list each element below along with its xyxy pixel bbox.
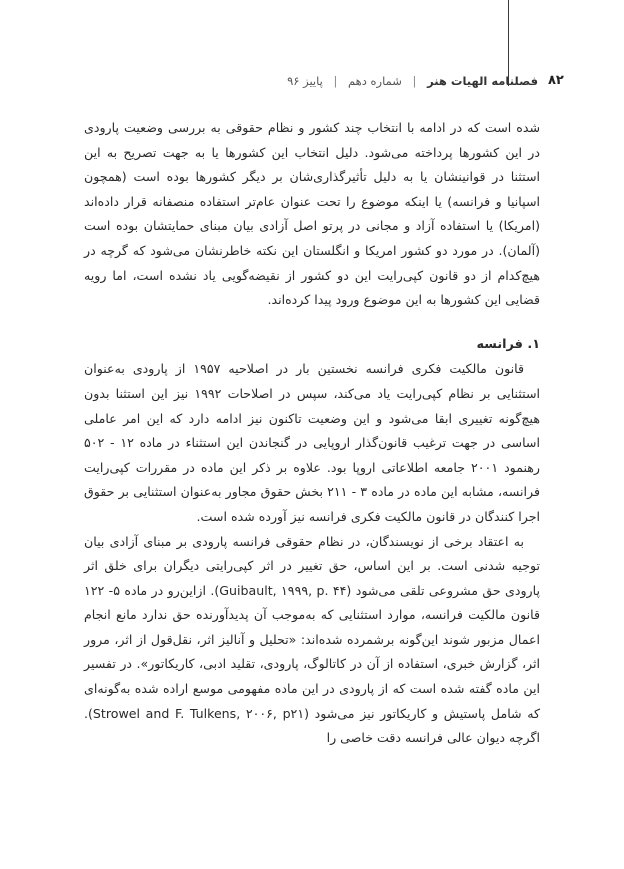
body-paragraph: شده است که در ادامه با انتخاب چند کشور و نظام حقوقی به بررسی وضعیت پارودی در این کشورها پرداخته می‌شود. دلیل انتخاب این کشورها یا به جهت تصریح به این استثنا در قوانینشان یا به دلیل تأثیرگذاری‌شان بر دیگر کشورها بوده است (همچون اسپانیا و فرانسه) یا اینکه موضوع را تحت عنوان عام‌تر استفاده منصفانه قرار داده‌اند (امریکا) یا استفاده آزاد و مجانی در پرتو اصل آزادی بیان مبنای حمایتشان بوده است (آلمان). در مورد دو کشور امریکا و انگلستان این نکته خاطرنشان می‌شود که گرچه در هیچ‌کدام از دو قانون کپی‌رایت این دو کشور از نقیضه‌گویی یاد نشده است، اما رویه قضایی این کشورها به این موضوع ورود پیدا کرده‌اند.: [84, 120, 540, 308]
season-label: پاییز ۹۶: [287, 74, 323, 88]
section-heading: ۱. فرانسه: [476, 336, 540, 352]
journal-name: فصلنامه الهیات هنر: [427, 74, 538, 88]
issue-label: شماره دهم: [348, 74, 402, 88]
page-number: ۸۲: [548, 73, 564, 88]
body-paragraph: به اعتقاد برخی از نویسندگان، در نظام حقوقی فرانسه پارودی بر مبنای آزادی بیان توجیه شدنی است. بر این اساس، حق تغییر در اثر کپی‌رایتی دیگران برای خلق اثر پارودی حق مشروعی تلقی می‌شود (Guibault, ۱۹۹۹, p. ۴۴). ازاین‌رو در ماده ۵- ۱۲۲ قانون مالکیت فرانسه، موارد استثنایی که به‌موجب آن پدیدآورنده حق ندارد مانع انجام اعمال مزبور شوند این‌گونه برشمرده شده‌اند: «تحلیل و آنالیز اثر، نقل‌قول از اثر، مرور اثر، گزارش خبری، استفاده از آن در کاتالوگ، پارودی، تقلید ادبی، کاریکاتور». در تفسیر این ماده گفته شده است که از پارودی در این ماده مفهومی موسع اراده شده به‌گونه‌ای که شامل پاستیش و کاریکاتور نیز می‌شود (Strowel and F. Tulkens, ۲۰۰۶, p۲۱). اگرچه دیوان عالی فرانسه دقت خاصی را: [84, 533, 540, 746]
article-body: [84, 116, 540, 751]
body-paragraph: قانون مالکیت فکری فرانسه نخستین بار در اصلاحیه ۱۹۵۷ از پارودی به‌عنوان استثنایی بر نظام کپی‌رایت یاد می‌کند، سپس در اصلاحات ۱۹۹۲ نیز این استثنا بدون هیچ‌گونه تغییری ابقا می‌شود و این وضعیت تاکنون نیز ادامه دارد که این امر عاملی اساسی در جهت ترغیب قانون‌گذار اروپایی در گنجاندن این استثناء در ماده ۱۲ - ۵۰۲ رهنمود ۲۰۰۱ جامعه اطلاعاتی اروپا بود. علاوه بر ذکر این ماده در مقررات کپی‌رایت فرانسه، مشابه این ماده در ماده ۳ - ۲۱۱ بخش حقوق مجاور به‌عنوان استثنایی بر حقوق اجرا کنندگان در قانون مالکیت فکری فرانسه نیز آورده شده است.: [84, 361, 541, 524]
header-separator: |: [412, 74, 417, 88]
header-separator: |: [333, 74, 338, 88]
running-header: [287, 73, 564, 88]
